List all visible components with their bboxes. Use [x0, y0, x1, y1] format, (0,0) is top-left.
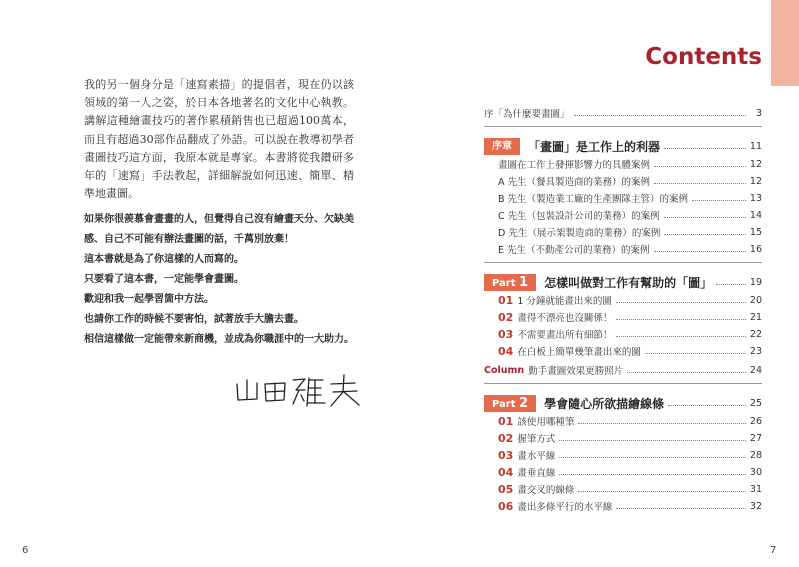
- toc-item[interactable]: [484, 481, 762, 497]
- toc-item-number: 02: [498, 310, 514, 324]
- toc-item[interactable]: [484, 326, 762, 342]
- leader-dots: [654, 183, 746, 184]
- toc-item-number: 04: [498, 465, 514, 479]
- leader-dots: [616, 508, 746, 509]
- toc-section-part-2[interactable]: [484, 393, 762, 413]
- toc-page-number: 27: [749, 432, 762, 444]
- leader-dots: [692, 200, 746, 201]
- toc-item[interactable]: [484, 447, 762, 463]
- toc-page-number: 25: [749, 397, 762, 409]
- message-line: 如果你很羨慕會畫畫的人，但覺得自己沒有繪畫天分、欠缺美: [84, 214, 354, 225]
- leader-dots: [559, 457, 746, 458]
- section-badge: 序章: [484, 138, 520, 155]
- toc-item[interactable]: [484, 498, 762, 514]
- toc-item-number: 05: [498, 482, 514, 496]
- toc-item-title: 握筆方式: [517, 434, 556, 445]
- toc-section-prologue[interactable]: [484, 136, 762, 156]
- toc-item[interactable]: [484, 292, 762, 308]
- divider: [484, 383, 762, 384]
- toc-item[interactable]: [484, 173, 762, 189]
- toc-item[interactable]: [484, 430, 762, 446]
- toc-item-title: 畫垂直線: [517, 468, 556, 479]
- leader-dots: [627, 372, 746, 373]
- toc-page-number: 21: [749, 311, 762, 323]
- toc-page-number: 20: [749, 294, 762, 306]
- toc-item-title: 畫交叉的線條: [517, 485, 575, 496]
- toc-page-number: 32: [749, 500, 762, 512]
- toc-item[interactable]: [484, 464, 762, 480]
- leader-dots: [559, 440, 746, 441]
- leader-dots: [616, 302, 746, 303]
- leader-dots: [664, 148, 746, 149]
- divider: [484, 126, 762, 127]
- toc-item-title: 畫水平線: [517, 451, 556, 462]
- toc-item-title: D 先生（展示架製造商的業務）的案例: [498, 228, 661, 239]
- toc-item-title: 該使用哪種筆: [517, 417, 575, 428]
- toc-page-number: 23: [749, 345, 762, 357]
- toc-item[interactable]: [484, 190, 762, 206]
- leader-dots: [616, 336, 746, 337]
- toc-item-title: 在白板上簡單幾筆畫出來的圖: [517, 347, 641, 358]
- toc-item-number: 02: [498, 431, 514, 445]
- toc-page-number: 12: [749, 175, 762, 187]
- toc-item[interactable]: [484, 413, 762, 429]
- page-number-right: 7: [770, 545, 777, 556]
- leader-dots: [664, 234, 746, 235]
- leader-dots: [616, 319, 746, 320]
- toc-item-number: 06: [498, 499, 514, 513]
- contents-title: Contents: [645, 44, 762, 70]
- toc-page-number: 31: [749, 483, 762, 495]
- message-line: 這本書就是為了你這樣的人而寫的。: [84, 254, 244, 265]
- toc-item[interactable]: [484, 207, 762, 223]
- toc-item[interactable]: [484, 309, 762, 325]
- toc-item-number: 03: [498, 327, 514, 341]
- toc-item-title: 動手畫圖效果更勝照片: [528, 366, 624, 377]
- page-number-left: 6: [22, 545, 29, 556]
- message-line: 感、自己不可能有辦法畫圖的話，千萬別放棄！: [84, 234, 294, 245]
- divider: [484, 262, 762, 263]
- author-signature: [233, 370, 363, 410]
- toc-page-number: 28: [749, 449, 762, 461]
- toc-page-number: 24: [749, 364, 762, 376]
- leader-dots: [668, 405, 746, 406]
- toc-item-title: C 先生（包裝設計公司的業務）的案例: [498, 211, 660, 222]
- leader-dots: [645, 353, 746, 354]
- toc-item-column[interactable]: [484, 362, 762, 378]
- toc-page-number: 3: [755, 107, 762, 119]
- toc-item-title: 畫圖在工作上發揮影響力的具體案例: [498, 160, 651, 171]
- toc-page-number: 13: [749, 192, 762, 204]
- message-line: 也請你工作的時候不要害怕，試著放手大膽去畫。: [84, 314, 304, 325]
- section-title: 學會隨心所欲描繪線條: [544, 396, 665, 411]
- leader-dots: [654, 251, 746, 252]
- toc-item-number: 01: [498, 293, 514, 307]
- toc-page-number: 15: [749, 226, 762, 238]
- leader-dots: [664, 217, 746, 218]
- toc-page-number: 12: [749, 158, 762, 170]
- toc-item[interactable]: [484, 241, 762, 257]
- toc-item-title: B 先生（製造業工廠的生產團隊主管）的案例: [498, 194, 689, 205]
- toc-preface-title: 序「為什麼要畫圖」: [484, 109, 570, 120]
- chapter-tab: [771, 0, 799, 86]
- toc-item-title: 不需要畫出所有細節！: [517, 330, 613, 341]
- leader-dots: [574, 115, 746, 116]
- toc-item-title: E 先生（不動產公司的業務）的案例: [498, 245, 650, 256]
- intro-paragraph: 我的另一個身分是「速寫素描」的提倡者，現在仍以該領域的第一人之姿，於日本各地著名的文化中心執教。講解這種繪畫技巧的著作累積銷售也已超過100萬本，而且有超過30部作品翻成了外語。可以說在教導初學者畫圖技巧這方面，我原本就是專家。本書將從我鑽研多年的「速寫」手法教起，詳細解說如何迅速、簡單、精準地畫圖。: [84, 78, 354, 201]
- message-lines: [84, 210, 384, 350]
- toc-page-number: 11: [749, 140, 762, 152]
- leader-dots: [578, 491, 746, 492]
- section-badge: Part 1: [484, 274, 536, 291]
- toc-item[interactable]: [484, 343, 762, 359]
- message-line: 只要看了這本書，一定能學會畫圖。: [84, 274, 244, 285]
- toc-page-number: 14: [749, 209, 762, 221]
- toc-page-number: 22: [749, 328, 762, 340]
- toc-item[interactable]: [484, 224, 762, 240]
- message-line: 相信這樣做一定能帶來新商機，並成為你職涯中的一大助力。: [84, 334, 354, 345]
- leader-dots: [654, 166, 746, 167]
- section-title: 「畫圖」是工作上的利器: [528, 139, 661, 154]
- toc-item-number: 04: [498, 344, 514, 358]
- leader-dots: [559, 474, 746, 475]
- section-badge: Part 2: [484, 395, 536, 412]
- toc-item-title: 畫出多條平行的水平線: [517, 502, 613, 513]
- toc-page-number: 30: [749, 466, 762, 478]
- toc-item-number: 01: [498, 414, 514, 428]
- toc-item-title: 畫得不漂亮也沒關係！: [517, 313, 613, 324]
- toc-section-part-1[interactable]: [484, 272, 762, 292]
- leader-dots: [578, 423, 746, 424]
- toc-item-number: 03: [498, 448, 514, 462]
- toc-page-number: 19: [749, 276, 762, 288]
- toc-item[interactable]: [484, 156, 762, 172]
- toc-page-number: 16: [749, 243, 762, 255]
- toc-preface[interactable]: [484, 105, 762, 121]
- toc-item-title: 1 分鐘就能畫出來的圖: [517, 296, 612, 307]
- message-line: 歡迎和我一起學習箇中方法。: [84, 294, 214, 305]
- toc-item-title: A 先生（餐具製造商的業務）的案例: [498, 177, 651, 188]
- toc-page-number: 26: [749, 415, 762, 427]
- section-title: 怎樣叫做對工作有幫助的「圖」: [544, 275, 713, 290]
- toc-column-label: Column: [484, 364, 525, 376]
- leader-dots: [716, 284, 746, 285]
